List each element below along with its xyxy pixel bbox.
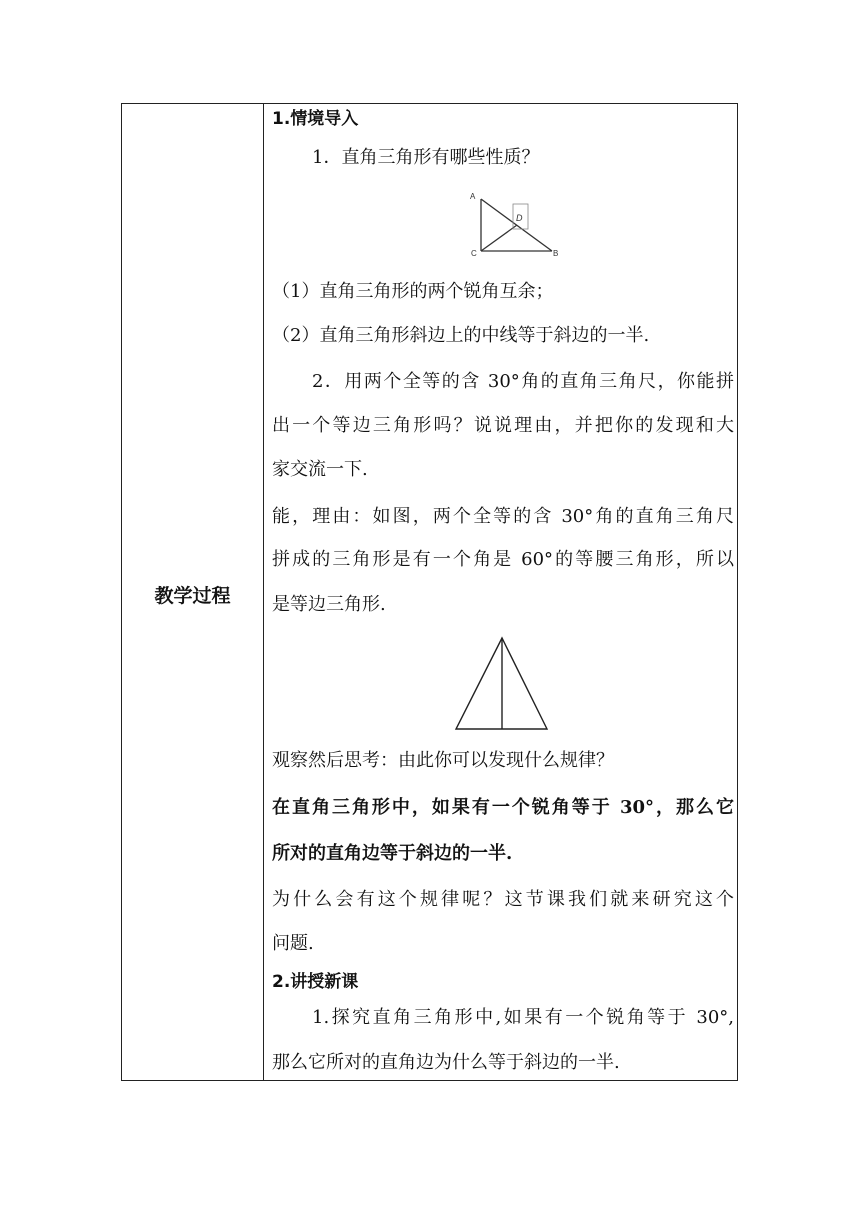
- column-divider: [263, 104, 264, 1080]
- section1-heading: 1.情境导入: [272, 109, 359, 129]
- section2-heading: 2.讲授新课: [272, 972, 359, 992]
- label-c: C: [471, 249, 477, 258]
- why-line-1: 为什么会有这个规律呢？这节课我们就来研究这个: [272, 889, 734, 910]
- why-line-2: 问题.: [272, 933, 314, 954]
- label-b: B: [553, 249, 559, 258]
- right-triangle-figure: [470, 189, 570, 261]
- answer-line-1: 能，理由：如图，两个全等的含 30°角的直角三角尺: [272, 506, 734, 527]
- label-a: A: [470, 192, 476, 201]
- answer-line-3: 是等边三角形.: [272, 594, 386, 615]
- question-2-line-3: 家交流一下.: [272, 459, 368, 480]
- section2-item-line-1: 1.探究直角三角形中,如果有一个锐角等于 30°,: [312, 1007, 734, 1028]
- answer-line-2: 拼成的三角形是有一个角是 60°的等腰三角形，所以: [272, 549, 734, 570]
- rule-line-1: 在直角三角形中，如果有一个锐角等于 30°，那么它: [272, 797, 734, 818]
- observe-prompt: 观察然后思考：由此你可以发现什么规律？: [272, 750, 614, 771]
- question-1: 1．直角三角形有哪些性质？: [312, 147, 540, 168]
- rule-line-2: 所对的直角边等于斜边的一半.: [272, 843, 513, 864]
- lesson-table: [121, 103, 738, 1081]
- section2-item-line-2: 那么它所对的直角边为什么等于斜边的一半.: [272, 1052, 620, 1073]
- label-d: D: [516, 213, 523, 223]
- row-label: 教学过程: [154, 585, 231, 607]
- question-2-line-1: 2．用两个全等的含 30°角的直角三角尺，你能拼: [312, 371, 734, 392]
- property-1: （1）直角三角形的两个锐角互余；: [272, 281, 554, 302]
- property-2: （2）直角三角形斜边上的中线等于斜边的一半.: [272, 325, 650, 346]
- question-2-line-2: 出一个等边三角形吗？说说理由，并把你的发现和大: [272, 415, 734, 436]
- equilateral-triangle-figure: [454, 636, 550, 731]
